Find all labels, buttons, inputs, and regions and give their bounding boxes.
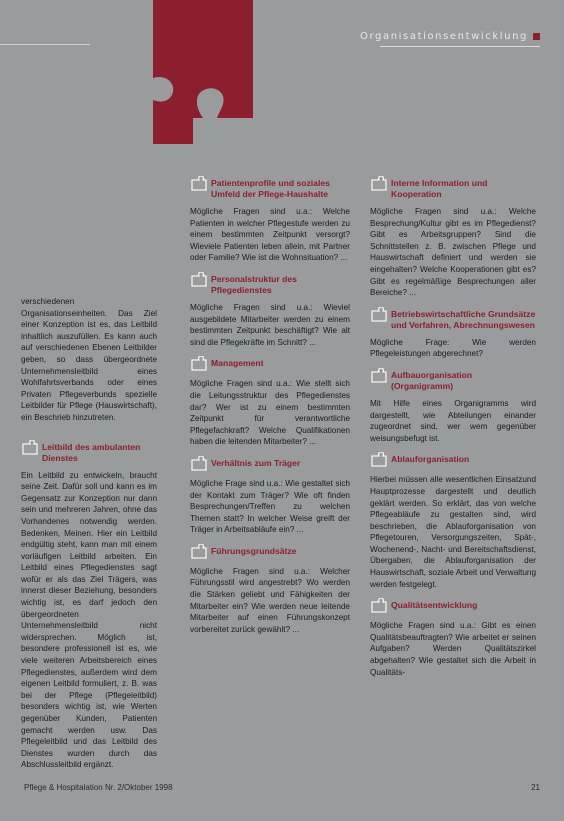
puzzle-bullet-icon xyxy=(370,307,388,323)
section-ablauforganisation xyxy=(370,454,536,590)
puzzle-bullet-icon xyxy=(190,176,208,192)
section-interne-information xyxy=(370,178,536,299)
puzzle-bullet-icon xyxy=(370,368,388,384)
puzzle-piece-icon xyxy=(135,0,260,144)
column-left-intro: verschiedenen Organisationseinheiten. Das Ziel einer Konzeption ist es, das Leitbild inhaltlich auszufüllen. Es kann auch auf verschiedenen Ebenen Leitbilder geben, so dass übergeordnete Unternehmensleitbild eines Wohlfahrtsverbands oder eines Privaten Pflegeverbunds spezielle Leitbilder für Pflege (Hauswirtschaft), ein Beschrieb hinzutreten. xyxy=(21,297,157,422)
section-body: Mögliche Fragen sind u.a.: Welcher Führungsstil wird angestrebt? Wo werden die Stärken geliebt und Fähigkeiten der Mitarbeiter ein? Wie werden neue leitende Mitarbeiter auf einen Führungskonzept vorbereitet zurück gewählt? ... xyxy=(190,566,350,634)
section-qualitaetsentwicklung xyxy=(370,600,536,678)
section-title: Organisationsentwicklung xyxy=(360,31,540,42)
section-title: Management xyxy=(211,358,264,369)
section-patientenprofile xyxy=(190,178,350,264)
section-body: Mögliche Frage sind u.a.: Wie gestaltet sich der Kontakt zum Träger? Wie oft finden Besprechungen/Treffen zu welchen Themen statt? In welcher Weise greift der Träger in Arbeitsabläufe ein? ... xyxy=(190,478,350,535)
puzzle-bullet-icon xyxy=(190,356,208,372)
accent-square-icon xyxy=(533,33,540,40)
section-title: Patientenprofile und soziales Umfeld der Pflege-Haushalte xyxy=(211,178,330,199)
column-left xyxy=(21,296,157,781)
section-body: Mögliche Fragen sind u.a.: Welche Besprechung/Kultur gibt es im Pflegedienst? Gibt es Arbeitsgruppen? Sind die Schnittstellen z. B. zwischen Pflege und Hauswirtschaft definiert und werden sie eingehalten? Welche Kooperationen gibt es? Gibt es regelmäßige Besprechungen aller Bereiche? ... xyxy=(370,207,536,298)
section-body: Mögliche Frage: Wie werden Pflegeleistungen abgerechnet? xyxy=(370,337,536,359)
puzzle-bullet-icon xyxy=(190,272,208,288)
section-title: Betriebswirtschaftliche Grundsätze und Verfahren, Abrechnungswesen xyxy=(391,308,536,330)
section-aufbauorganisation xyxy=(370,370,536,444)
section-leitbild-title: Leitbild des ambulanten Dienstes xyxy=(42,441,141,463)
column-middle xyxy=(190,178,350,645)
section-title: Qualitätsentwicklung xyxy=(391,600,478,611)
puzzle-bullet-icon xyxy=(370,452,388,468)
section-title: Verhältnis zum Träger xyxy=(211,457,301,468)
header-left-rule xyxy=(0,44,90,45)
section-body: Mit Hilfe eines Organigramms wird dargestellt, wie Abteilungen einander zugeordnet sind, wer wem gegenüber weisungsbefugt ist. xyxy=(370,398,536,443)
section-body: Mögliche Fragen sind u.a.: Wieviel ausgebildete Mitarbeiter werden zu einem bestimmten Zeitpunkt beschäftigt? Wie alt sind die Pflegekräfte im Schnitt? ... xyxy=(190,302,350,347)
section-personalstruktur xyxy=(190,274,350,348)
column-right xyxy=(370,178,536,688)
section-title: Führungsgrundsätze xyxy=(211,545,297,556)
section-betriebswirtschaft xyxy=(370,309,536,360)
section-body: Mögliche Fragen sind u.a.: Welche Patienten in welcher Pflegestufe werden zu einem bestimmten Zeitpunkt versorgt? Wieviele Patienten leben allein, mit Partner oder Familie? Wie ist die Wohnsituation? ... xyxy=(190,207,350,263)
page-header xyxy=(0,0,564,50)
section-title: Personalstruktur des Pflegedienstes xyxy=(211,273,297,295)
section-body: Hierbei müssen alle wesentlichen Einsatzund Hauptprozesse dargestellt und deutlich geklärt werden. So erklärt, das von welche Pflegeabläufe zu gestalten sind, wird beschrieben, die Ablauforganisation von Pflegetouren, Versorgungszeiten, Spät-, Wochenend-, Nacht- und Bereitschaftsdienst, Übergaben, die Ablauforganisation der Hauswirtschaft, soziale Arbeit und Verwaltung werden festgelegt. xyxy=(370,475,536,589)
puzzle-bullet-icon xyxy=(370,176,388,192)
section-leitbild-body: Ein Leitbild zu entwickeln, braucht seine Zeit. Dafür soll und kann es im Gegensatz zur Konzeption nur dann sein und mehreren Jahren, ohne das Vorhandenes notwendig werden. Bedenken, Meinen. Hier ein Leitbild endgültig steht, kann man mit einem vorläufigen Leitbild arbeiten. Ein Leitbild eines Pflegedienstes sagt wofür er als das Ziel Trägers, was innerst dieser Beziehung, besonders wichtig ist, es darf jedoch den übergeordneten Unternehmensleitbild nicht widersprechen. Möglich ist, besondere professionell ist es, wie viele weiteren Arbeitsbereich eines Pflegedienstes, außerdem wird dem eigenen Leitbild formuliert, z. B. was bei der Pflege (Pflegeleitbild) besonders wichtig ist, wie Werten gegenüber Kunden, Patienten gemacht werden usw. Das Pflegeleitbild und das Leitbild des Dienstes wurden durch das Abschlussleitbild ergänzt. xyxy=(21,470,157,770)
puzzle-bullet-icon xyxy=(21,440,39,456)
header-rule xyxy=(380,46,540,47)
section-title: Interne Information und Kooperation xyxy=(391,178,488,199)
publication-line: Pflege & Hospitalation Nr. 2/Oktober 1998 xyxy=(24,783,173,792)
section-traeger xyxy=(190,458,350,536)
puzzle-bullet-icon xyxy=(190,456,208,472)
page-footer xyxy=(24,783,540,795)
section-leitbild xyxy=(21,442,157,771)
section-title: Ablauforganisation xyxy=(391,454,470,465)
puzzle-bullet-icon xyxy=(370,598,388,614)
section-title: Aufbauorganisation (Organigramm) xyxy=(391,369,473,391)
section-management xyxy=(190,358,350,448)
section-body: Mögliche Fragen sind u.a.: Gibt es einen Qualitätsbeauftragten? Wie arbeitet er seinen Aufgaben? Werden Qualitätszirkel abgehalten? Wie gestaltet sich die Arbeit in Qualitäts- xyxy=(370,621,536,677)
puzzle-bullet-icon xyxy=(190,544,208,560)
page-number: 21 xyxy=(531,783,540,792)
section-fuehrungsgrundsaetze xyxy=(190,546,350,636)
section-body: Mögliche Fragen sind u.a.: Wie stellt sich die Leitungsstruktur des Pflegedienstes dar? Wer ist zu einem bestimmten Zeitpunkt für verantwortliche Pflegefachkraft? Welche Qualifikationen haben die leitenden Mitarbeiter? ... xyxy=(190,379,350,447)
